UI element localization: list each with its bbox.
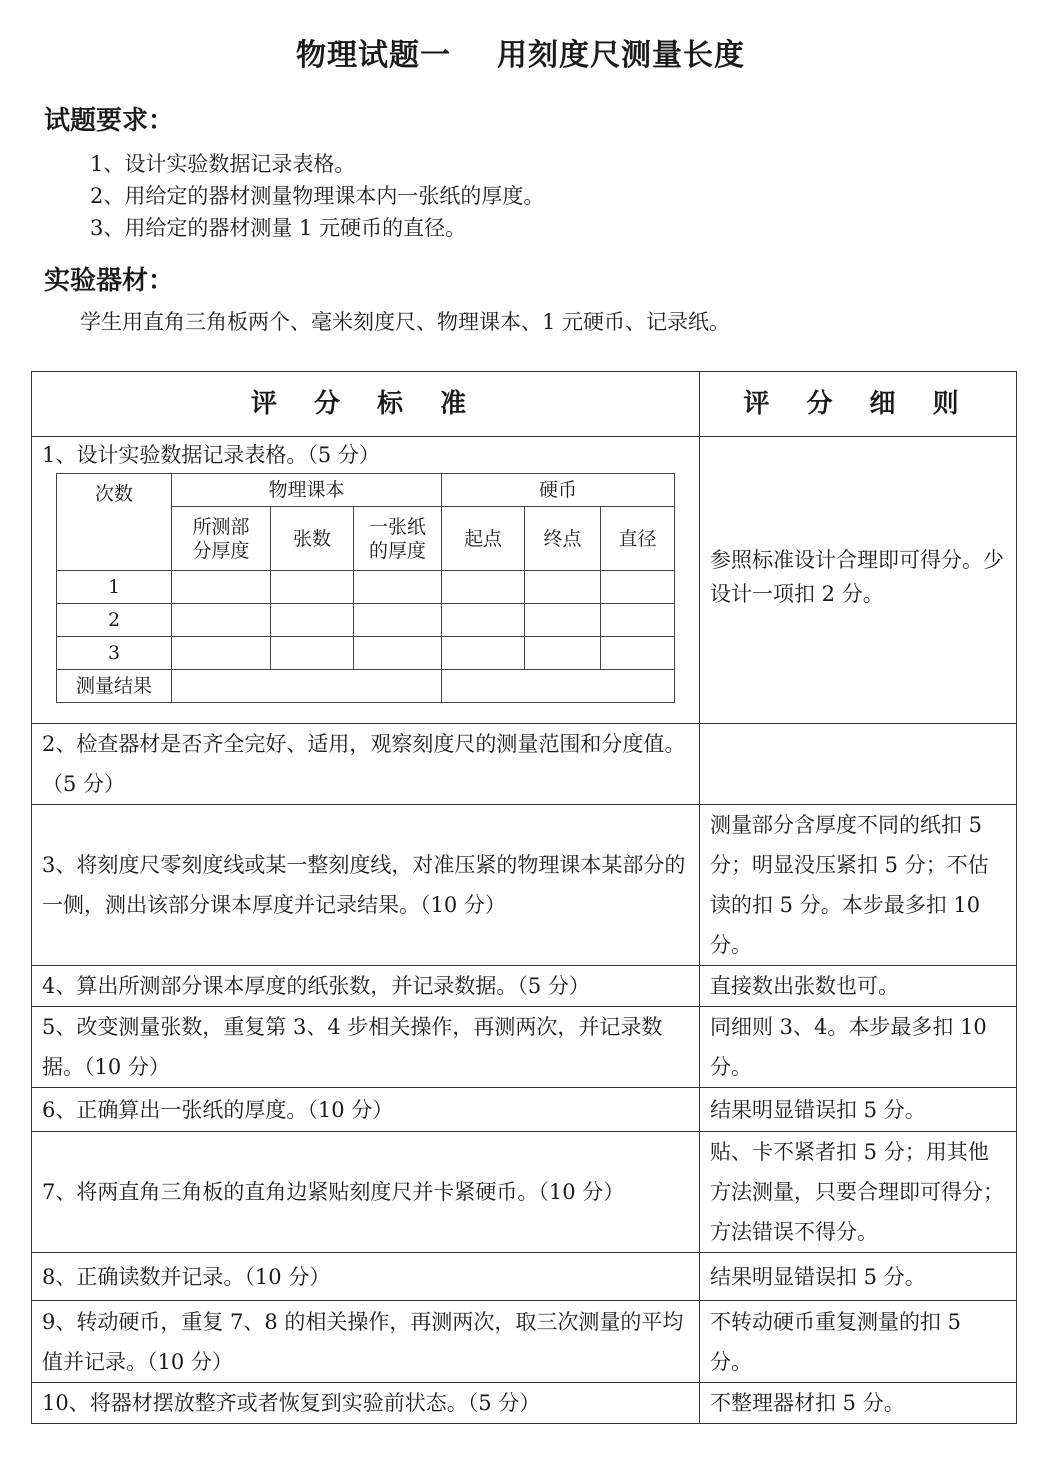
title-part1: 物理试题一 bbox=[296, 38, 451, 73]
detail-cell: 参照标准设计合理即可得分。少设计一项扣 2 分。 bbox=[700, 437, 1017, 724]
detail-cell: 同细则 3、4。本步最多扣 10 分。 bbox=[700, 1007, 1017, 1088]
requirements-list bbox=[90, 148, 544, 244]
criterion-cell: 5、改变测量张数，重复第 3、4 步相关操作，再测两次，并记录数据。（10 分） bbox=[32, 1007, 700, 1088]
record-result-label: 测量结果 bbox=[57, 670, 172, 703]
title-part2: 用刻度尺测量长度 bbox=[497, 38, 745, 73]
page-title bbox=[0, 30, 1041, 74]
detail-cell: 直接数出张数也可。 bbox=[700, 966, 1017, 1007]
criterion-cell: 7、将两直角三角板的直角边紧贴刻度尺并卡紧硬币。（10 分） bbox=[32, 1132, 700, 1253]
record-col-diameter: 直径 bbox=[601, 507, 675, 571]
scoring-header-row bbox=[32, 372, 1017, 437]
criterion-cell: 6、正确算出一张纸的厚度。（10 分） bbox=[32, 1088, 700, 1132]
record-col-end: 终点 bbox=[525, 507, 601, 571]
record-group-book: 物理课本 bbox=[172, 474, 442, 507]
record-trial-number: 1 bbox=[57, 571, 172, 604]
record-result-row bbox=[57, 670, 675, 703]
detail-cell: 测量部分含厚度不同的纸扣 5 分；明显没压紧扣 5 分；不估读的扣 5 分。本步最多扣 10 分。 bbox=[700, 805, 1017, 966]
record-trial-header: 次数 bbox=[57, 474, 172, 571]
detail-cell bbox=[700, 724, 1017, 805]
detail-cell: 结果明显错误扣 5 分。 bbox=[700, 1088, 1017, 1132]
scoring-row bbox=[32, 1132, 1017, 1253]
record-row bbox=[57, 604, 675, 637]
requirement-item: 2、用给定的器材测量物理课本内一张纸的厚度。 bbox=[90, 184, 545, 208]
criterion-cell: 4、算出所测部分课本厚度的纸张数，并记录数据。（5 分） bbox=[32, 966, 700, 1007]
scoring-row bbox=[32, 437, 1017, 724]
record-table bbox=[56, 473, 675, 703]
scoring-table bbox=[31, 371, 1017, 1424]
scoring-row bbox=[32, 805, 1017, 966]
record-trial-number: 3 bbox=[57, 637, 172, 670]
scoring-row bbox=[32, 966, 1017, 1007]
criterion-cell: 10、将器材摆放整齐或者恢复到实验前状态。（5 分） bbox=[32, 1383, 700, 1424]
requirements-heading: 试题要求： bbox=[44, 106, 175, 136]
materials-heading: 实验器材： bbox=[44, 266, 175, 296]
scoring-row bbox=[32, 1301, 1017, 1383]
requirement-item: 1、设计实验数据记录表格。 bbox=[90, 152, 356, 176]
header-details: 评 分 细 则 bbox=[700, 372, 1017, 437]
scoring-row bbox=[32, 1007, 1017, 1088]
record-row bbox=[57, 637, 675, 670]
criterion-cell: 3、将刻度尺零刻度线或某一整刻度线，对准压紧的物理课本某部分的一侧，测出该部分课本厚度并记录结果。（10 分） bbox=[32, 805, 700, 966]
detail-cell: 贴、卡不紧者扣 5 分；用其他方法测量，只要合理即可得分；方法错误不得分。 bbox=[700, 1132, 1017, 1253]
detail-cell: 不整理器材扣 5 分。 bbox=[700, 1383, 1017, 1424]
criterion-cell: 2、检查器材是否齐全完好、适用，观察刻度尺的测量范围和分度值。（5 分） bbox=[32, 724, 700, 805]
record-group-coin: 硬币 bbox=[442, 474, 675, 507]
record-col-start: 起点 bbox=[442, 507, 525, 571]
record-trial-number: 2 bbox=[57, 604, 172, 637]
scoring-row bbox=[32, 1383, 1017, 1424]
scoring-row bbox=[32, 1088, 1017, 1132]
record-row bbox=[57, 571, 675, 604]
header-criteria: 评 分 标 准 bbox=[32, 372, 700, 437]
detail-cell: 结果明显错误扣 5 分。 bbox=[700, 1253, 1017, 1301]
record-col-sheet-thickness: 一张纸的厚度 bbox=[354, 507, 442, 571]
criterion-cell: 8、正确读数并记录。（10 分） bbox=[32, 1253, 700, 1301]
scoring-row bbox=[32, 724, 1017, 805]
record-col-thickness: 所测部分厚度 bbox=[172, 507, 271, 571]
detail-cell: 不转动硬币重复测量的扣 5 分。 bbox=[700, 1301, 1017, 1383]
record-col-sheets: 张数 bbox=[271, 507, 354, 571]
scoring-row bbox=[32, 1253, 1017, 1301]
criterion-text: 1、设计实验数据记录表格。（5 分） bbox=[42, 443, 380, 467]
criterion-cell: 9、转动硬币，重复 7、8 的相关操作，再测两次，取三次测量的平均值并记录。（10 分） bbox=[32, 1301, 700, 1383]
requirement-item: 3、用给定的器材测量 1 元硬币的直径。 bbox=[90, 216, 467, 240]
materials-text: 学生用直角三角板两个、毫米刻度尺、物理课本、1 元硬币、记录纸。 bbox=[80, 310, 731, 334]
criterion-cell bbox=[32, 437, 700, 724]
